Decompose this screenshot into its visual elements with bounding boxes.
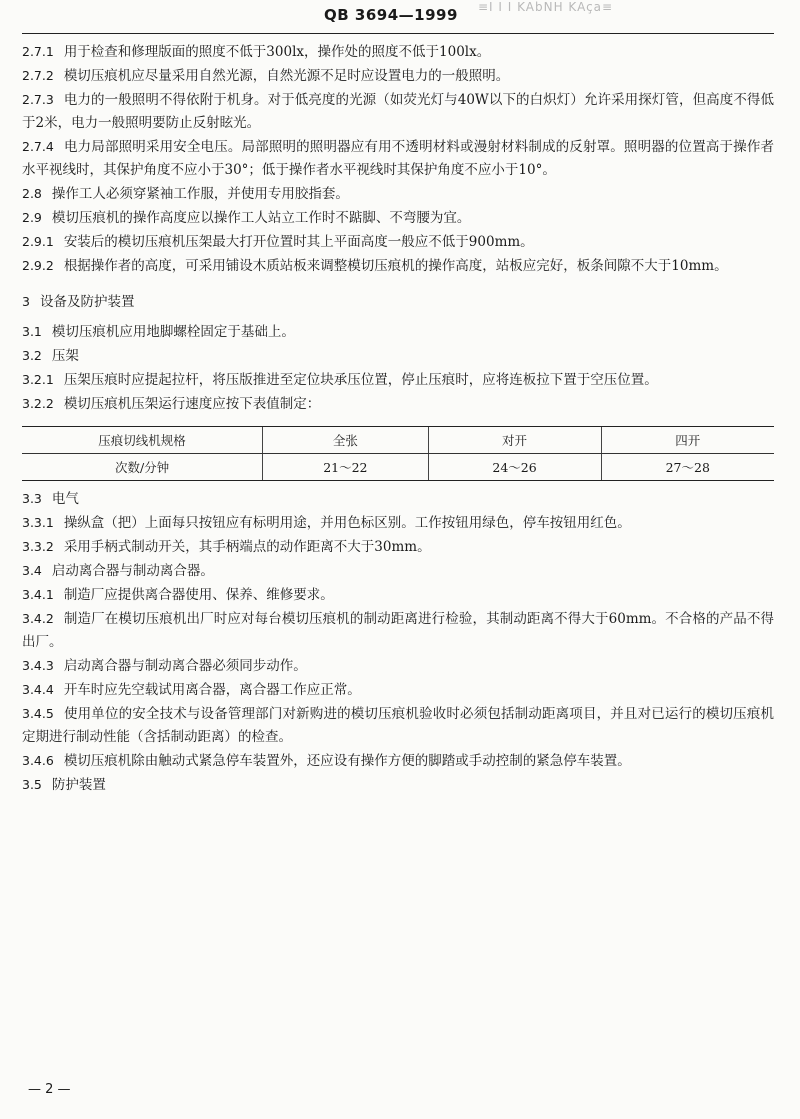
clause-text: 模切压痕机应尽量采用自然光源，自然光源不足时应设置电力的一般照明。 [63,68,510,84]
table-header-cell: 全张 [263,427,428,454]
clause-text: 电力的一般照明不得依附于机身。对于低亮度的光源（如荧光灯与40W以下的白炽灯）允许采用探灯管，但高度不得低于2米，电力一般照明要防止反射眩光。 [22,92,774,131]
table-cell: 21～22 [263,454,428,481]
clause-paragraph [22,702,774,749]
clause-paragraph [22,392,774,416]
clauses-2 [22,40,774,278]
speed-table [22,426,774,481]
clause-text: 操作工人必须穿紧袖工作服，并使用专用胶指套。 [51,186,349,202]
clause-number: 3.4.4 [22,682,54,697]
clause-text: 电力局部照明采用安全电压。局部照明的照明器应有用不透明材料或漫射材料制成的反射罩。照明器的位置高于操作者水平视线时，其保护角度不应小于30°；低于操作者水平视线时其保护角度不应小于10°。 [22,139,774,178]
clause-number: 3.4.3 [22,658,54,673]
clause-paragraph [22,344,774,368]
document-body [22,40,774,797]
clause-number: 3.1 [22,324,42,339]
clause-text: 操纵盒（把）上面每只按钮应有标明用途，并用色标区别。工作按钮用绿色，停车按钮用红色。 [63,515,631,531]
table-header-cell: 四开 [601,427,774,454]
standard-code: QB 3694—1999 [324,6,458,24]
clause-paragraph [22,773,774,797]
clause-number: 2.7.1 [22,44,54,59]
clause-number: 3.2.1 [22,372,54,387]
clause-paragraph [22,88,774,135]
clause-text: 模切压痕机应用地脚螺栓固定于基础上。 [51,324,295,340]
clause-paragraph [22,511,774,535]
clause-paragraph [22,749,774,773]
clause-number: 2.7.2 [22,68,54,83]
clause-number: 2.9.2 [22,258,54,273]
table-header-cell: 压痕切线机规格 [22,427,263,454]
section-3-heading: 3 设备及防护装置 [22,294,135,310]
clauses-3-1-3-2 [22,320,774,416]
clause-paragraph [22,320,774,344]
clause-text: 开车时应先空载试用离合器，离合器工作应正常。 [63,682,361,698]
page-number: — 2 — [28,1082,71,1097]
clause-paragraph [22,182,774,206]
clause-paragraph [22,559,774,583]
clause-paragraph [22,583,774,607]
clause-number: 2.9.1 [22,234,54,249]
clause-paragraph [22,678,774,702]
clause-text: 模切压痕机的操作高度应以操作工人站立工作时不踮脚、不弯腰为宜。 [51,210,471,226]
clause-number: 2.7.3 [22,92,54,107]
clause-text: 制造厂在模切压痕机出厂时应对每台模切压痕机的制动距离进行检验，其制动距离不得大于60mm。不合格的产品不得出厂。 [22,611,774,650]
table-row [22,454,774,481]
clause-text: 安装后的模切压痕机压架最大打开位置时其上平面高度一般应不低于900mm。 [63,234,534,250]
clause-text: 用于检查和修理版面的照度不低于300lx，操作处的照度不低于100lx。 [63,44,491,60]
table-header-cell: 对开 [428,427,601,454]
clause-number: 3.4.5 [22,706,54,721]
clause-text: 压架压痕时应提起拉杆，将压版推进至定位块承压位置，停止压痕时，应将连板拉下置于空压位置。 [63,372,658,388]
watermark-text: ≡I I I KAbNH KAça≡ [478,0,614,14]
clause-text: 模切压痕机压架运行速度应按下表值制定： [63,396,321,412]
clause-number: 3.3.2 [22,539,54,554]
clause-paragraph [22,654,774,678]
clause-paragraph [22,40,774,64]
clause-text: 电气 [51,491,79,507]
clause-text: 使用单位的安全技术与设备管理部门对新购进的模切压痕机验收时必须包括制动距离项目，并且对已运行的模切压痕机定期进行制动性能（含括制动距离）的检查。 [22,706,774,745]
table-cell: 24～26 [428,454,601,481]
clause-number: 3.4.6 [22,753,54,768]
clause-text: 制造厂应提供离合器使用、保养、维修要求。 [63,587,334,603]
header-rule [22,33,774,34]
clause-paragraph [22,254,774,278]
clause-text: 防护装置 [51,777,106,793]
table-row-label: 次数/分钟 [22,454,263,481]
clause-paragraph [22,230,774,254]
clause-paragraph [22,64,774,88]
clause-paragraph [22,535,774,559]
clause-number: 2.7.4 [22,139,54,154]
table-cell: 27～28 [601,454,774,481]
clause-number: 3.3.1 [22,515,54,530]
clause-text: 启动离合器与制动离合器。 [51,563,214,579]
clause-text: 压架 [51,348,79,364]
clause-number: 3.4 [22,563,42,578]
clause-number: 3.2 [22,348,42,363]
clause-text: 采用手柄式制动开关，其手柄端点的动作距离不大于30mm。 [63,539,431,555]
clause-number: 3.2.2 [22,396,54,411]
clause-paragraph [22,135,774,182]
clauses-3-3-3-5 [22,487,774,797]
clause-number: 2.9 [22,210,42,225]
clause-paragraph [22,206,774,230]
clause-number: 3.4.2 [22,611,54,626]
clause-text: 模切压痕机除由触动式紧急停车装置外，还应设有操作方便的脚踏或手动控制的紧急停车装置。 [63,753,631,769]
clause-number: 3.3 [22,491,42,506]
clause-number: 3.4.1 [22,587,54,602]
page-header [0,0,800,30]
clause-paragraph [22,368,774,392]
clause-text: 根据操作者的高度，可采用铺设木质站板来调整模切压痕机的操作高度，站板应完好，板条间隙不大于10mm。 [63,258,728,274]
clause-paragraph [22,487,774,511]
clause-number: 2.8 [22,186,42,201]
clause-paragraph [22,607,774,654]
table-header-row [22,427,774,454]
clause-number: 3.5 [22,777,42,792]
clause-text: 启动离合器与制动离合器必须同步动作。 [63,658,307,674]
